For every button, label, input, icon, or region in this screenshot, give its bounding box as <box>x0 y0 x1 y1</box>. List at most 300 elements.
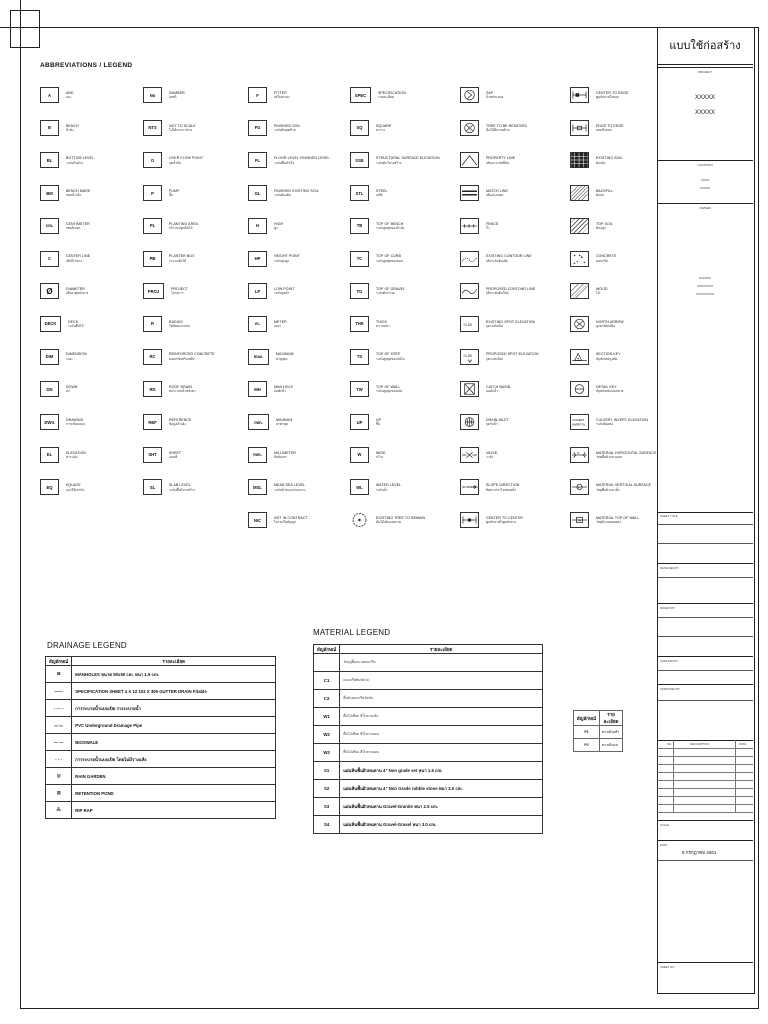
material-row <box>314 816 543 834</box>
legend-text <box>378 91 406 99</box>
legend-thai-label: รายละเอียด <box>378 95 394 100</box>
legend-thai-label: ระดับสูงสุดของผนัง <box>376 389 403 394</box>
legend-symbol-property <box>460 152 479 168</box>
legend-english-label: TOP OF STEP <box>376 352 401 357</box>
legend-thai-label: ระดับดินสุดท้าย <box>274 127 296 132</box>
legend-english-label: FITTER <box>274 90 287 95</box>
title-block-divider <box>657 860 753 861</box>
svg-text:H: H <box>577 451 580 455</box>
legend-entry <box>460 218 498 234</box>
legend-english-label: CULVERT INVERT ELEVATION <box>596 417 649 422</box>
legend-thai-label: เส้นแบ่งแผ่น <box>486 193 503 198</box>
material-symbol: W3 <box>314 744 340 762</box>
material-row <box>314 762 543 780</box>
legend-symbol-wood <box>570 283 589 299</box>
legend-text <box>66 91 74 99</box>
legend-entry <box>40 447 86 463</box>
legend-text <box>486 91 503 99</box>
legend-thai-label: เหล็ก <box>376 193 384 198</box>
legend-entry <box>570 479 651 495</box>
legend-thai-label: ต้นไม้เดิมคงสภาพ <box>376 520 401 525</box>
legend-code-box: LP <box>248 283 267 299</box>
legend-entry <box>248 185 319 201</box>
revision-row-line <box>657 804 753 805</box>
legend-english-label: EXISTING SPOT ELEVATION <box>486 319 536 324</box>
legend-entry <box>248 251 300 267</box>
location-line-1: XXXX <box>700 178 709 182</box>
title-block-divider <box>657 512 753 513</box>
drainage-description: การระบายน้ำแบบเปิด โดยไม่มีรางแห้ง <box>72 751 276 768</box>
material-row <box>314 690 543 708</box>
legend-entry <box>40 218 90 234</box>
drainage-symbol: ═○═ <box>46 717 72 734</box>
legend-text <box>486 320 535 328</box>
legend-text <box>169 483 195 491</box>
legend-thai-label: จุดระดับใหม่ <box>486 356 504 361</box>
legend-english-label: FLOOR LEVEL FINISHED LEVEL <box>274 156 330 161</box>
legend-text <box>486 287 535 295</box>
material-symbol: C2 <box>314 690 340 708</box>
legend-english-label: DRAWING <box>66 417 84 422</box>
legend-thai-label: ระดับพื้นไม้ <box>68 324 84 329</box>
legend-english-label: EXISTING SOIL <box>596 156 623 161</box>
legend-text <box>376 418 381 426</box>
legend-entry <box>248 316 287 332</box>
material-legend-title: MATERIAL LEGEND <box>313 628 391 637</box>
legend-entry <box>143 87 185 103</box>
drainage-row <box>46 768 276 785</box>
legend-code-box: min. <box>248 414 269 430</box>
legend-text <box>274 451 296 459</box>
drainage-description: RIP RAP <box>72 802 276 819</box>
material-description: แผ่นหินพื้นผิวทนทาน Gravel-Gravel หนา 3.0 cm. <box>340 816 543 834</box>
owner-label: OWNER <box>699 206 711 210</box>
legend-code-box: mm. <box>248 447 267 463</box>
svg-text:V: V <box>577 486 580 490</box>
title-block-divider <box>657 656 753 657</box>
legend-english-label: SLAB LEVEL <box>169 483 191 488</box>
legend-code-box: HP <box>248 251 267 267</box>
title-block-divider <box>657 820 753 821</box>
legend-thai-label: เส้นผ่าศูนย์กลาง <box>66 291 89 296</box>
corner-mark-vertical <box>20 0 21 46</box>
legend-text <box>486 352 539 360</box>
legend-entry <box>143 447 181 463</box>
material-row <box>314 744 543 762</box>
legend-entry <box>350 218 404 234</box>
legend-code-box: SQ <box>350 120 369 136</box>
material-description: คอนกรีตพิมพ์ลาย <box>340 672 543 690</box>
legend-english-label: NOT IN CONTRACT <box>274 515 308 520</box>
legend-text <box>596 222 613 230</box>
legend-entry <box>40 87 74 103</box>
drainage-row <box>46 751 276 768</box>
legend-english-label: PROPERTY LINE <box>486 156 516 161</box>
material-description: พื้นไม้เทียม สีน้ำตาลอ่อน <box>340 744 543 762</box>
legend-thai-label: วัสดุพื้นผิวแนวนอน <box>596 454 623 459</box>
legend-thai-label: จุดระดับเดิม <box>486 324 503 329</box>
legend-english-label: STEEL <box>376 188 388 193</box>
svg-text:SLOPE 2%: SLOPE 2% <box>462 485 478 490</box>
legend-entry <box>143 316 190 332</box>
title-block-divider <box>657 577 753 578</box>
legend-text <box>486 385 510 393</box>
material-symbol: W2 <box>314 726 340 744</box>
legend-thai-label: คอนกรีต <box>596 258 608 263</box>
legend-code-box: DN <box>40 381 59 397</box>
legend-text <box>486 254 532 262</box>
legend-code-box: RD <box>143 381 162 397</box>
legend-entry <box>460 414 509 430</box>
legend-english-label: BENCH <box>66 123 79 128</box>
legend-english-label: AND <box>66 90 74 95</box>
legend-symbol-culvert <box>570 414 589 430</box>
drainage-header-row <box>46 657 276 666</box>
legend-english-label: LOW POINT <box>274 287 295 291</box>
legend-english-label: WOOD <box>596 287 608 291</box>
legend-english-label: SECTION KEY <box>596 352 621 357</box>
legend-code-box: TW <box>350 381 369 397</box>
legend-english-label: CENTER TO CENTER <box>486 515 524 520</box>
legend-entry <box>460 152 515 168</box>
material-symbol: W1 <box>314 708 340 726</box>
legend-english-label: PUMP <box>169 188 180 193</box>
date-value: 8 กรกฎาคม 2561 <box>682 850 717 855</box>
legend-english-label: TOP OF WALL <box>376 385 401 390</box>
material-symbol: S1 <box>314 762 340 780</box>
drainage-row <box>46 666 276 683</box>
legend-thai-label: วัสดุผิวบนของผนัง <box>596 520 621 525</box>
legend-thai-label: แผ่นที่ <box>169 454 178 459</box>
legend-entry <box>460 87 503 103</box>
legend-thai-label: บ่อดักน้ำ <box>486 389 498 394</box>
legend-english-label: ZAP <box>486 90 494 95</box>
legend-text <box>486 124 527 132</box>
legend-text <box>169 385 196 393</box>
legend-thai-label: ระดับก้นล่าง <box>66 160 83 165</box>
legend-text <box>376 385 402 393</box>
legend-text <box>486 418 509 426</box>
scale-label: SCALE <box>660 823 670 827</box>
drainage-symbol: - - - <box>46 751 72 768</box>
legend-code-box: C <box>40 251 59 267</box>
legend-code-box: SHT <box>143 447 162 463</box>
revision-row-line <box>657 812 753 813</box>
legend-text <box>274 320 287 328</box>
legend-text <box>169 91 185 99</box>
paving-legend-table <box>573 710 623 752</box>
legend-code-box: THK <box>350 316 369 332</box>
legend-thai-label: หมุดอ้างอิง <box>66 193 82 198</box>
legend-text <box>486 222 498 230</box>
legend-thai-label: ตาราง <box>376 127 385 132</box>
legend-thai-label: สัญลักษณ์รูปตัด <box>596 356 618 361</box>
legend-thai-label: ศูนย์กลางถึงขอบ <box>596 95 619 100</box>
legend-text <box>376 451 386 459</box>
legend-symbol-mtw <box>570 512 589 528</box>
legend-symbol-contour <box>460 251 479 267</box>
legend-english-label: DRAIN INLET <box>486 417 509 422</box>
legend-code-box: FL <box>248 152 267 168</box>
legend-text <box>66 483 84 491</box>
legend-english-label: REINFORCED CONCRETE <box>169 352 215 357</box>
legend-code-box: PL <box>143 218 162 234</box>
revision-row-line <box>657 772 753 773</box>
svg-text:+1.00: +1.00 <box>462 322 472 327</box>
legend-thai-label: ลูกศรทิศเหนือ <box>596 324 616 329</box>
legend-english-label: TOP OF CURB <box>376 254 401 259</box>
legend-symbol-soil <box>570 152 589 168</box>
revision-date-header: DATE <box>739 742 747 746</box>
project-name-line-1: XXXXX <box>694 95 715 101</box>
legend-english-label: EXISTING TREE TO REMAIN <box>376 515 426 520</box>
legend-text <box>66 156 94 164</box>
legend-thai-label: มิลลิเมตร <box>274 454 287 459</box>
legend-code-box: SL <box>143 479 162 495</box>
approved-by-label: APPROVED BY <box>660 687 681 691</box>
legend-thai-label: ต้นไม้ที่จะขนย้าย <box>486 127 510 132</box>
material-description: แผ่นหินพื้นผิวทนทาน 4" Non Grade rubble stone หนา 2.0 cm. <box>340 780 543 798</box>
legend-text <box>274 483 306 491</box>
legend-text <box>66 222 90 230</box>
legend-symbol-section <box>570 349 589 365</box>
revision-column-line <box>735 740 736 812</box>
legend-symbol-catch <box>460 381 479 397</box>
title-block-divider <box>657 524 753 525</box>
material-header-description: รายละเอียด <box>340 645 543 654</box>
drainage-description: การระบายน้ำแบบเปิด รางระบายน้ำ <box>72 700 276 717</box>
legend-symbol-spot2 <box>460 349 479 365</box>
svg-text:+1.00: +1.00 <box>462 353 472 358</box>
legend-text <box>274 124 301 132</box>
legend-thai-label: ม้านั่ง <box>66 127 74 132</box>
drainage-row <box>46 700 276 717</box>
legend-text <box>274 222 283 230</box>
legend-code-box: P <box>143 185 162 201</box>
legend-thai-label: ค่าต่ำสุด <box>276 422 288 427</box>
legend-entry <box>40 349 87 365</box>
legend-english-label: MATERIAL TOP OF WALL <box>596 515 640 520</box>
legend-text <box>274 516 308 524</box>
legend-symbol-center <box>460 512 479 528</box>
drainage-symbol: ▨ <box>46 768 72 785</box>
svg-text:CULVERT: CULVERT <box>572 419 584 423</box>
legend-english-label: PROPOSED CONTOUR LINE <box>486 287 536 291</box>
legend-entry <box>350 120 391 136</box>
legend-thai-label: เส้นระดับดินเดิม <box>486 258 509 263</box>
paving-description: ทางเดินเท้า <box>600 726 623 739</box>
legend-code-box: SSE <box>350 152 369 168</box>
legend-entry <box>143 218 198 234</box>
material-header-row <box>314 645 543 654</box>
legend-thai-label: เส้นกึ่งกลาง <box>66 258 82 263</box>
legend-text <box>486 189 508 197</box>
legend-code-box: F <box>248 87 267 103</box>
legend-thai-label: ดินเดิม <box>596 160 606 165</box>
legend-english-label: MINIMUM <box>276 417 293 422</box>
legend-thai-label: จุดรับน้ำ <box>486 422 498 427</box>
legend-text <box>596 385 623 393</box>
date-label: DATE <box>660 843 668 847</box>
sheet-number-label: SHEET NO. <box>660 965 676 969</box>
legend-entry <box>143 349 215 365</box>
legend-thai-label: กระบะต้นไม้ <box>169 258 187 263</box>
drainage-description: BIOSWALE <box>72 734 276 751</box>
owner-line-2: XXXXXXXX <box>696 284 713 288</box>
legend-entry <box>350 152 440 168</box>
legend-thai-label: ลง <box>66 389 70 394</box>
legend-thai-label: สูง <box>274 225 278 230</box>
paving-symbol: P1 <box>574 726 600 739</box>
checked-by-label: CHECKED BY <box>660 659 679 663</box>
legend-english-label: WIDE <box>376 450 386 455</box>
legend-thai-label: ไม่รวมในสัญญา <box>274 520 297 525</box>
legend-text <box>486 516 523 524</box>
legend-code-box: REF <box>143 414 162 430</box>
legend-english-label: RADIUS <box>169 319 183 324</box>
legend-code-box: cm. <box>40 218 59 234</box>
legend-thai-label: วาล์ว <box>486 454 494 459</box>
legend-thai-label: ไม่ได้มาตราส่วน <box>169 127 192 132</box>
legend-entry <box>570 120 624 136</box>
legend-english-label: TREE TO BE REMOVED <box>486 123 528 128</box>
svg-text:TW: TW <box>577 519 582 523</box>
legend-thai-label: รัศมีของวงกลม <box>169 324 190 329</box>
legend-entry <box>143 152 203 168</box>
material-symbol <box>314 654 340 672</box>
drainage-row <box>46 683 276 700</box>
drainage-row <box>46 785 276 802</box>
legend-entry <box>350 512 425 528</box>
paving-row <box>574 726 623 739</box>
legend-entry <box>350 414 381 430</box>
legend-text <box>66 418 85 426</box>
legend-thai-label: รั้ว <box>486 225 490 230</box>
drainage-symbol: —— <box>46 683 72 700</box>
legend-entry <box>40 381 77 397</box>
revision-number-header: NO. <box>667 742 672 746</box>
legend-thai-label: ระดับพื้นโครงสร้าง <box>169 487 195 492</box>
legend-code-box: NTS <box>143 120 162 136</box>
title-block-divider <box>657 962 753 963</box>
material-symbol: C1 <box>314 672 340 690</box>
material-row <box>314 780 543 798</box>
legend-english-label: BENCH MARK <box>66 188 91 193</box>
legend-english-label: TOP OF BENCH <box>376 221 404 226</box>
legend-entry <box>570 251 616 267</box>
legend-entry <box>350 479 401 495</box>
legend-thai-label: ระดับท้องท่อ <box>596 422 614 427</box>
legend-entry <box>570 283 608 299</box>
legend-thai-label: เซนติเมตร <box>66 225 81 230</box>
legend-thai-label: ค่าระดับ <box>66 454 78 459</box>
drainage-symbol: ▦ <box>46 785 72 802</box>
legend-english-label: MAXIMUM <box>276 352 294 357</box>
legend-thai-label: ระดับน้ำ <box>376 487 388 492</box>
legend-entry <box>350 185 388 201</box>
legend-symbol-mhs <box>570 447 589 463</box>
legend-symbol-zap <box>460 87 479 103</box>
legend-code-box: PROJ <box>143 283 164 299</box>
legend-entry <box>40 283 88 299</box>
revision-row-line <box>657 796 753 797</box>
legend-entry <box>40 185 90 201</box>
legend-symbol-drain <box>460 414 479 430</box>
legend-thai-label: เครื่องกรอง <box>274 95 290 100</box>
material-description: พื้นผิวคอนกรีตขัดมัน <box>340 690 543 708</box>
legend-text <box>596 287 608 295</box>
legend-text <box>596 254 616 262</box>
legend-code-box: RC <box>143 349 162 365</box>
legend-text <box>376 189 388 197</box>
legend-code-box: TC <box>350 251 369 267</box>
legend-code-box: B <box>40 120 59 136</box>
legend-thai-label: วัสดุพื้นผิวแนวตั้ง <box>596 487 620 492</box>
legend-text <box>169 254 195 262</box>
legend-entry <box>570 218 613 234</box>
legend-thai-label: ค่าสูงสุด <box>276 356 288 361</box>
existing-tree-symbol <box>350 512 369 528</box>
legend-thai-label: คอนกรีตเสริมเหล็ก <box>169 356 195 361</box>
legend-english-label: PLANTING AREA <box>169 221 199 226</box>
legend-code-box: GL <box>248 185 267 201</box>
legend-entry <box>460 120 527 136</box>
legend-symbol-mvs <box>570 479 589 495</box>
legend-text <box>66 451 86 459</box>
legend-symbol-e2e <box>570 120 589 136</box>
legend-english-label: CENTIMETER <box>66 221 90 226</box>
legend-thai-label: แบ่งให้เท่ากัน <box>66 487 85 492</box>
legend-english-label: CENTER LINE <box>66 254 91 259</box>
legend-entry <box>570 349 621 365</box>
legend-english-label: CENTER TO EDGE <box>596 90 629 95</box>
legend-thai-label: ระดับพื้นสำเร็จ <box>274 160 295 165</box>
legend-entry <box>350 381 402 397</box>
drainage-legend-title: DRAINAGE LEGEND <box>47 641 127 650</box>
paving-header-description: รายละเอียด <box>600 711 623 726</box>
legend-entry <box>40 316 84 332</box>
legend-code-box: DECK <box>40 316 61 332</box>
legend-english-label: MEAN SEA LEVEL <box>274 483 306 488</box>
material-description: พื้นไม้เทียม สีน้ำตาลเข้ม <box>340 708 543 726</box>
legend-code-box: EQ <box>40 479 59 495</box>
material-legend-table <box>313 644 543 834</box>
revision-row-line <box>657 756 753 757</box>
legend-code-box: A <box>40 87 59 103</box>
legend-thai-label: เส้นระดับดินใหม่ <box>486 291 509 296</box>
legend-thai-label: ปั๊ม <box>169 193 174 198</box>
paving-header-symbol: สัญลักษณ์ <box>574 711 600 726</box>
legend-symbol-backfill <box>570 185 589 201</box>
legend-text <box>596 352 621 360</box>
legend-english-label: SLOPE DIRECTION <box>486 483 520 488</box>
legend-code-box: MH <box>248 381 267 397</box>
legend-text <box>66 287 88 295</box>
legend-text <box>596 124 624 132</box>
legend-text <box>486 483 519 491</box>
legend-english-label: DOWN <box>66 385 78 390</box>
legend-thai-label: ความหนา <box>376 324 390 329</box>
legend-entry <box>40 414 85 430</box>
legend-text <box>169 320 190 328</box>
legend-text <box>274 287 295 295</box>
legend-text <box>276 418 292 426</box>
legend-code-box: BM <box>40 185 59 201</box>
legend-code-box: H <box>248 218 267 234</box>
legend-thai-label: ศูนย์กลางถึงศูนย์กลาง <box>486 520 517 525</box>
legend-thai-label: ระดับจุดสูง <box>274 258 289 263</box>
legend-text <box>66 254 90 262</box>
